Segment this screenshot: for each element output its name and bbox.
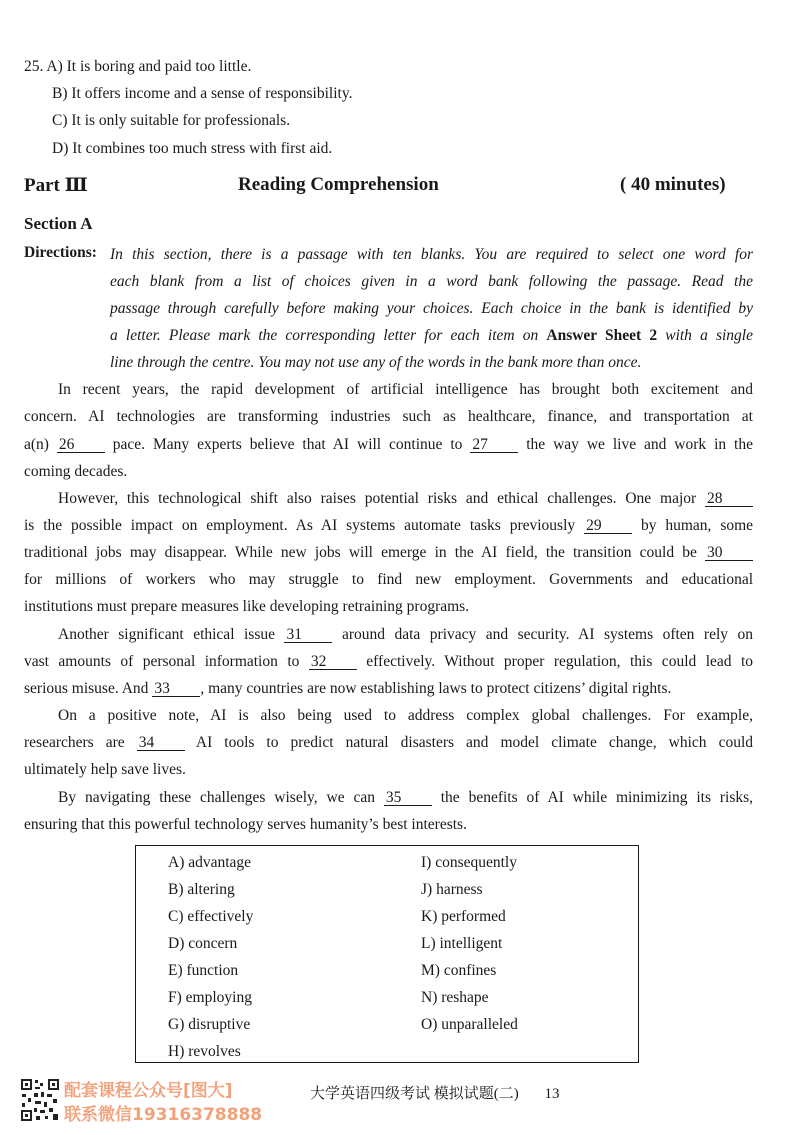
word-bank-item: D) concern: [168, 935, 238, 952]
word-bank-item: M) confines: [421, 962, 497, 979]
qr-code-icon: [20, 1078, 60, 1122]
directions-line: passage through carefully before making your choices. Each choice in the bank is identified by: [110, 300, 753, 317]
word-bank: [135, 845, 639, 1063]
word-bank-item: E) function: [168, 962, 239, 979]
directions-line: line through the centre. You may not use any of the words in the bank more than once.: [110, 354, 642, 371]
watermark-line-1: 配套课程公众号[图大]: [64, 1081, 233, 1101]
word-bank-item: I) consequently: [421, 854, 517, 871]
watermark-line-2: 联系微信19316378888: [64, 1105, 263, 1125]
passage-line: coming decades.: [24, 463, 128, 480]
q25-number: 25.: [24, 58, 44, 75]
q25-option-b: [52, 85, 352, 103]
passage-line: concern. AI technologies are transforming industries such as healthcare, finance, and transportation at: [24, 408, 753, 425]
directions-line: a letter. Please mark the corresponding letter for each item on Answer Sheet 2 with a single: [110, 327, 753, 344]
passage-line: Another significant ethical issue 31 around data privacy and security. AI systems often rely on: [58, 626, 753, 643]
word-bank-item: H) revolves: [168, 1043, 241, 1060]
q25-option-d: [52, 140, 332, 158]
q25-option-label: C): [52, 112, 68, 129]
word-bank-item: F) employing: [168, 989, 252, 1006]
part-title: Reading Comprehension: [238, 174, 439, 195]
blank-28[interactable]: 28: [705, 491, 753, 507]
blank-33[interactable]: 33: [152, 681, 200, 697]
passage-line: However, this technological shift also raises potential risks and ethical challenges. One major 28: [58, 490, 753, 508]
passage-line: a(n) 26 pace. Many experts believe that AI will continue to 27 the way we live and work in the: [24, 436, 753, 453]
directions-line: each blank from a list of choices given in a word bank following the passage. Read the: [110, 273, 753, 290]
q25-option-text: It offers income and a sense of responsibility.: [71, 85, 353, 102]
word-bank-item: L) intelligent: [421, 935, 503, 952]
q25-option-text: It combines too much stress with first aid.: [72, 140, 333, 157]
passage-line: ensuring that this powerful technology serves humanity’s best interests.: [24, 816, 467, 833]
word-bank-item: C) effectively: [168, 908, 254, 925]
directions-label: Directions:: [24, 244, 97, 261]
blank-26[interactable]: 26: [57, 437, 105, 453]
passage-line: for millions of workers who may struggle to find new employment. Governments and educational: [24, 571, 753, 588]
blank-29[interactable]: 29: [584, 518, 632, 534]
answer-sheet-ref: Answer Sheet 2: [546, 327, 658, 344]
word-bank-item: J) harness: [421, 881, 483, 898]
section-title: Section A: [24, 214, 93, 233]
q25-option-text: It is only suitable for professionals.: [71, 112, 291, 129]
part-time: ( 40 minutes): [620, 174, 726, 195]
word-bank-item: O) unparalleled: [421, 1016, 518, 1033]
word-bank-item: N) reshape: [421, 989, 489, 1006]
blank-34[interactable]: 34: [137, 735, 185, 751]
blank-30[interactable]: 30: [705, 545, 753, 561]
word-bank-item: K) performed: [421, 908, 506, 925]
blank-31[interactable]: 31: [284, 627, 332, 643]
q25-option-label: B): [52, 85, 68, 102]
passage-line: institutions must prepare measures like developing retraining programs.: [24, 598, 470, 615]
q25-option-label: A): [46, 58, 63, 75]
part-label: Part Ⅲ: [24, 175, 88, 196]
passage-line: By navigating these challenges wisely, we can 35 the benefits of AI while minimizing its risks,: [58, 789, 754, 806]
word-bank-item: B) altering: [168, 881, 235, 898]
word-bank-item: A) advantage: [168, 854, 252, 871]
footer-title: 大学英语四级考试 模拟试题(二): [310, 1086, 519, 1102]
blank-35[interactable]: 35: [384, 790, 432, 806]
q25-option-label: D): [52, 140, 69, 157]
passage-line: researchers are 34 AI tools to predict natural disasters and model climate change, which could: [24, 734, 754, 751]
passage-line: is the possible impact on employment. As AI systems automate tasks previously 29 by human, some: [24, 517, 754, 534]
directions-line: In this section, there is a passage with ten blanks. You are required to select one word for: [110, 246, 753, 263]
passage-line: On a positive note, AI is also being used to address complex global challenges. For example,: [58, 707, 753, 724]
q25-option-a: [24, 58, 251, 76]
footer: [310, 1082, 560, 1103]
page-number: 13: [544, 1086, 560, 1102]
blank-27[interactable]: 27: [470, 437, 518, 453]
passage-line: ultimately help save lives.: [24, 761, 186, 778]
passage-line: serious misuse. And 33 , many countries are now establishing laws to protect citizens’ digital rights.: [24, 680, 672, 697]
blank-32[interactable]: 32: [309, 654, 357, 670]
passage-line: In recent years, the rapid development of artificial intelligence has brought both excitement and: [58, 381, 753, 398]
q25-option-text: It is boring and paid too little.: [66, 58, 252, 75]
passage-line: traditional jobs may disappear. While new jobs will emerge in the AI field, the transition could be 30: [24, 544, 753, 562]
passage-line: vast amounts of personal information to 32 effectively. Without proper regulation, this could lead to: [24, 653, 754, 670]
word-bank-item: G) disruptive: [168, 1016, 251, 1033]
q25-option-c: [52, 112, 290, 130]
